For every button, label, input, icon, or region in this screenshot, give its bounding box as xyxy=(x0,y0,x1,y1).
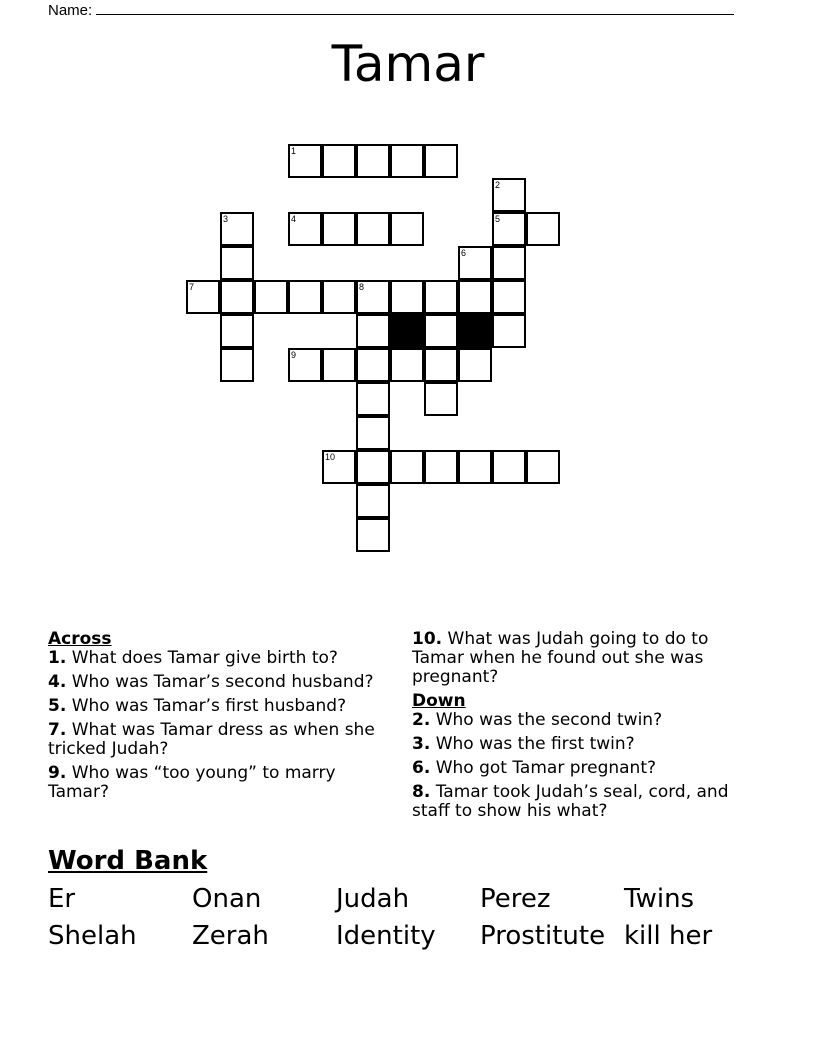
clue-number: 6 xyxy=(461,248,467,258)
word-bank-word: Perez xyxy=(480,884,551,914)
crossword-cell[interactable] xyxy=(390,280,424,314)
black-square xyxy=(458,314,492,348)
word-bank-word: Twins xyxy=(624,884,695,914)
clue-across-9: 9. Who was “too young” to marry Tamar? xyxy=(48,763,336,802)
crossword-cell[interactable] xyxy=(322,280,356,314)
crossword-cell[interactable] xyxy=(322,212,356,246)
crossword-cell[interactable] xyxy=(220,280,254,314)
crossword-cell[interactable] xyxy=(492,450,526,484)
crossword-cell[interactable] xyxy=(390,212,424,246)
name-field xyxy=(48,0,734,20)
down-heading: Down xyxy=(412,691,466,711)
word-bank-word: kill her xyxy=(624,921,713,951)
crossword-cell[interactable] xyxy=(390,348,424,382)
crossword-cell[interactable] xyxy=(424,144,458,178)
word-bank-word: Judah xyxy=(336,884,410,914)
crossword-cell[interactable] xyxy=(458,450,492,484)
name-write-line[interactable] xyxy=(96,0,734,15)
crossword-cell[interactable] xyxy=(390,450,424,484)
crossword-cell[interactable] xyxy=(220,348,254,382)
clue-number: 9 xyxy=(291,350,297,360)
clue-number: 10 xyxy=(325,452,336,462)
clue-number: 8 xyxy=(359,282,365,292)
crossword-cell[interactable] xyxy=(356,144,390,178)
clue-number: 4 xyxy=(291,214,297,224)
clue-across-1: 1. What does Tamar give birth to? xyxy=(48,648,338,668)
crossword-cell[interactable] xyxy=(356,416,390,450)
word-bank-title: Word Bank xyxy=(48,846,208,876)
crossword-cell[interactable] xyxy=(424,280,458,314)
crossword-cell[interactable] xyxy=(492,246,526,280)
clue-number: 3 xyxy=(223,214,229,224)
across-heading: Across xyxy=(48,629,112,649)
clue-down-8: 8. Tamar took Judah’s seal, cord, and staff to show his what? xyxy=(412,782,729,821)
crossword-cell[interactable] xyxy=(322,348,356,382)
crossword-cell[interactable] xyxy=(356,450,390,484)
crossword-cell[interactable] xyxy=(424,314,458,348)
crossword-cell[interactable] xyxy=(220,246,254,280)
crossword-cell[interactable] xyxy=(526,450,560,484)
crossword-cell[interactable] xyxy=(424,348,458,382)
clue-down-3: 3. Who was the first twin? xyxy=(412,734,635,754)
crossword-cell[interactable] xyxy=(492,314,526,348)
clue-across-10: 10. What was Judah going to do to Tamar when he found out she was pregnant? xyxy=(412,629,709,687)
page-title: Tamar xyxy=(331,35,485,93)
word-bank-word: Zerah xyxy=(192,921,269,951)
clue-across-7: 7. What was Tamar dress as when she tricked Judah? xyxy=(48,720,375,759)
clue-across-4: 4. Who was Tamar’s second husband? xyxy=(48,672,374,692)
crossword-cell[interactable] xyxy=(254,280,288,314)
black-square xyxy=(390,314,424,348)
name-label: Name: xyxy=(48,2,93,19)
crossword-cell[interactable] xyxy=(288,280,322,314)
clue-down-6: 6. Who got Tamar pregnant? xyxy=(412,758,657,778)
crossword-cell[interactable] xyxy=(356,314,390,348)
clue-number: 1 xyxy=(291,146,297,156)
crossword-cell[interactable] xyxy=(424,450,458,484)
word-bank-word: Shelah xyxy=(48,921,137,951)
down-clues xyxy=(412,630,757,826)
crossword-cell[interactable] xyxy=(356,382,390,416)
crossword-cell[interactable] xyxy=(220,314,254,348)
clue-number: 7 xyxy=(189,282,195,292)
clue-number: 5 xyxy=(495,214,501,224)
crossword-cell[interactable] xyxy=(458,348,492,382)
word-bank-word: Prostitute xyxy=(480,921,606,951)
crossword-cell[interactable] xyxy=(492,280,526,314)
crossword-cell[interactable] xyxy=(356,212,390,246)
crossword-cell[interactable] xyxy=(356,518,390,552)
crossword-cell[interactable] xyxy=(356,348,390,382)
crossword-cell[interactable] xyxy=(424,382,458,416)
across-clues xyxy=(48,630,383,807)
word-bank-word: Er xyxy=(48,884,76,914)
crossword-cell[interactable] xyxy=(526,212,560,246)
crossword-cell[interactable] xyxy=(458,280,492,314)
clue-number: 2 xyxy=(495,180,501,190)
word-bank-word: Onan xyxy=(192,884,262,914)
clue-down-2: 2. Who was the second twin? xyxy=(412,710,663,730)
crossword-cell[interactable] xyxy=(390,144,424,178)
crossword-cell[interactable] xyxy=(356,484,390,518)
word-bank-word: Identity xyxy=(336,921,436,951)
crossword-cell[interactable] xyxy=(322,144,356,178)
clue-across-5: 5. Who was Tamar’s first husband? xyxy=(48,696,347,716)
